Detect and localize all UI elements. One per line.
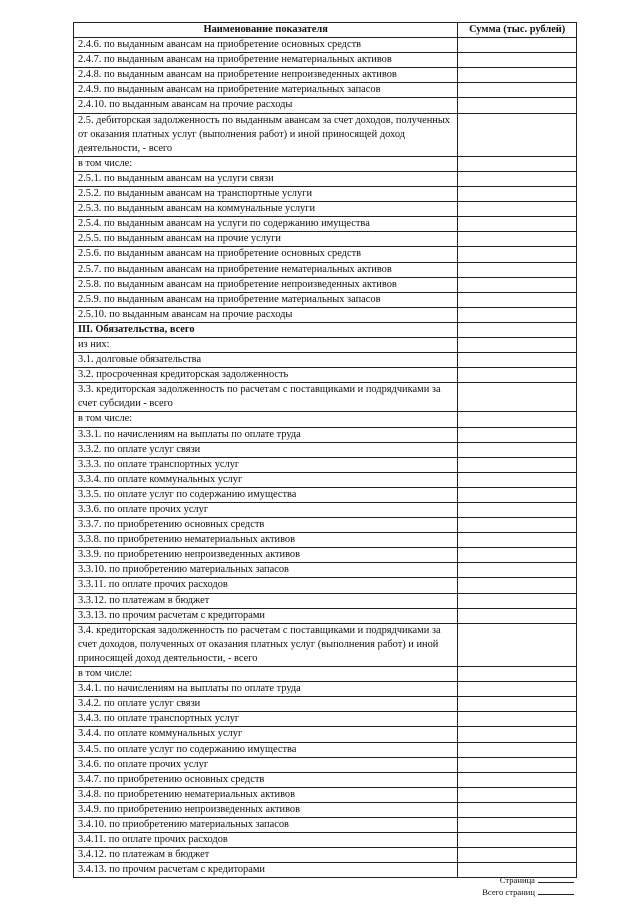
table-row (74, 608, 577, 623)
amount-cell[interactable] (458, 98, 577, 113)
table-row (74, 472, 577, 487)
indicator-name-cell: 3.3.4. по оплате коммунальных услуг (74, 472, 458, 487)
table-row (74, 171, 577, 186)
amount-cell[interactable] (458, 533, 577, 548)
amount-cell[interactable] (458, 848, 577, 863)
indicator-name-cell: 3.4.13. по прочим расчетам с кредиторами (74, 863, 458, 878)
table-row (74, 593, 577, 608)
indicator-name-cell: 3.3.1. по начислениям на выплаты по оплате труда (74, 427, 458, 442)
table-row (74, 113, 577, 156)
amount-cell[interactable] (458, 487, 577, 502)
table-row (74, 563, 577, 578)
table-row (74, 742, 577, 757)
amount-cell[interactable] (458, 113, 577, 156)
indicator-name-cell: 3.2. просроченная кредиторская задолженность (74, 368, 458, 383)
indicator-name-cell: 2.4.6. по выданным авансам на приобретение основных средств (74, 38, 458, 53)
table-row (74, 772, 577, 787)
amount-cell[interactable] (458, 593, 577, 608)
indicator-name-cell: в том числе: (74, 667, 458, 682)
table-row (74, 262, 577, 277)
amount-cell[interactable] (458, 682, 577, 697)
amount-cell[interactable] (458, 727, 577, 742)
amount-cell[interactable] (458, 712, 577, 727)
table-row (74, 187, 577, 202)
table-row (74, 53, 577, 68)
indicator-name-cell: 3.4.9. по приобретению непроизведенных активов (74, 802, 458, 817)
indicator-name-cell: в том числе: (74, 156, 458, 171)
amount-cell[interactable] (458, 292, 577, 307)
indicator-name-cell: 3.3.12. по платежам в бюджет (74, 593, 458, 608)
table-row (74, 833, 577, 848)
amount-cell[interactable] (458, 217, 577, 232)
amount-cell[interactable] (458, 833, 577, 848)
table-row (74, 38, 577, 53)
indicator-name-cell: 2.5.9. по выданным авансам на приобретение материальных запасов (74, 292, 458, 307)
indicator-name-cell: III. Обязательства, всего (74, 322, 458, 337)
amount-cell[interactable] (458, 156, 577, 171)
indicator-name-cell: 3.4.11. по оплате прочих расходов (74, 833, 458, 848)
amount-cell[interactable] (458, 427, 577, 442)
column-header-name: Наименование показателя (74, 23, 458, 38)
table-row (74, 817, 577, 832)
table-row (74, 533, 577, 548)
amount-cell[interactable] (458, 442, 577, 457)
indicator-name-cell: 2.5.6. по выданным авансам на приобретение основных средств (74, 247, 458, 262)
amount-cell[interactable] (458, 802, 577, 817)
amount-cell[interactable] (458, 503, 577, 518)
table-row (74, 427, 577, 442)
amount-cell[interactable] (458, 548, 577, 563)
table-row (74, 487, 577, 502)
indicator-name-cell: 3.4.6. по оплате прочих услуг (74, 757, 458, 772)
amount-cell[interactable] (458, 171, 577, 186)
amount-cell[interactable] (458, 322, 577, 337)
table-row (74, 848, 577, 863)
indicator-name-cell: 2.5.10. по выданным авансам на прочие расходы (74, 307, 458, 322)
table-row (74, 623, 577, 666)
amount-cell[interactable] (458, 247, 577, 262)
indicator-name-cell: 3.4.1. по начислениям на выплаты по оплате труда (74, 682, 458, 697)
indicator-name-cell: 3.4.4. по оплате коммунальных услуг (74, 727, 458, 742)
amount-cell[interactable] (458, 383, 577, 412)
table-row (74, 412, 577, 427)
table-row (74, 368, 577, 383)
table-row (74, 98, 577, 113)
indicator-name-cell: 2.5.2. по выданным авансам на транспортные услуги (74, 187, 458, 202)
amount-cell[interactable] (458, 353, 577, 368)
indicator-name-cell: 3.3.7. по приобретению основных средств (74, 518, 458, 533)
indicator-name-cell: 3.4.5. по оплате услуг по содержанию имущества (74, 742, 458, 757)
indicator-name-cell: 2.5.3. по выданным авансам на коммунальные услуги (74, 202, 458, 217)
amount-cell[interactable] (458, 337, 577, 352)
indicator-name-cell: 3.3.3. по оплате транспортных услуг (74, 457, 458, 472)
amount-cell[interactable] (458, 202, 577, 217)
table-row (74, 383, 577, 412)
indicator-name-cell: 3.3.11. по оплате прочих расходов (74, 578, 458, 593)
indicator-name-cell: 2.5.7. по выданным авансам на приобретение нематериальных активов (74, 262, 458, 277)
indicator-name-cell: 2.5.5. по выданным авансам на прочие услуги (74, 232, 458, 247)
amount-cell[interactable] (458, 187, 577, 202)
amount-cell[interactable] (458, 742, 577, 757)
table-row (74, 712, 577, 727)
amount-cell[interactable] (458, 697, 577, 712)
total-pages-line (482, 886, 574, 898)
table-row (74, 307, 577, 322)
table-row (74, 518, 577, 533)
amount-cell[interactable] (458, 817, 577, 832)
indicator-name-cell: 3.4. кредиторская задолженность по расчетам с поставщиками и подрядчиками за счет доходов, полученных от оказания платных услуг (выполнения работ) и иной приносящей доход деятельности, - всего (74, 623, 458, 666)
indicator-name-cell: 3.4.10. по приобретению материальных запасов (74, 817, 458, 832)
amount-cell[interactable] (458, 368, 577, 383)
amount-cell[interactable] (458, 277, 577, 292)
table-header-row (74, 23, 577, 38)
page-number-blank[interactable] (538, 874, 574, 883)
indicator-name-cell: 2.5. дебиторская задолженность по выданным авансам за счет доходов, полученных от оказания платных услуг (выполнения работ) и иной приносящей доход деятельности, - всего (74, 113, 458, 156)
amount-cell[interactable] (458, 472, 577, 487)
column-header-sum: Сумма (тыс. рублей) (458, 23, 577, 38)
indicator-name-cell: 3.3.10. по приобретению материальных запасов (74, 563, 458, 578)
table-row (74, 682, 577, 697)
table-row (74, 757, 577, 772)
indicator-name-cell: 3.4.2. по оплате услуг связи (74, 697, 458, 712)
indicator-table (73, 22, 577, 878)
amount-cell[interactable] (458, 457, 577, 472)
table-row (74, 247, 577, 262)
amount-cell[interactable] (458, 68, 577, 83)
table-row (74, 202, 577, 217)
table-row (74, 697, 577, 712)
page-label: Страница (499, 875, 535, 885)
indicator-name-cell: 3.4.3. по оплате транспортных услуг (74, 712, 458, 727)
amount-cell[interactable] (458, 262, 577, 277)
amount-cell[interactable] (458, 563, 577, 578)
table-row (74, 292, 577, 307)
amount-cell[interactable] (458, 53, 577, 68)
page-footer (482, 874, 574, 898)
indicator-name-cell: 2.4.7. по выданным авансам на приобретение нематериальных активов (74, 53, 458, 68)
table-row (74, 503, 577, 518)
indicator-name-cell: 3.3.5. по оплате услуг по содержанию имущества (74, 487, 458, 502)
table-row (74, 353, 577, 368)
amount-cell[interactable] (458, 667, 577, 682)
indicator-name-cell: в том числе: (74, 412, 458, 427)
table-row (74, 727, 577, 742)
amount-cell[interactable] (458, 757, 577, 772)
indicator-name-cell: 3.4.7. по приобретению основных средств (74, 772, 458, 787)
amount-cell[interactable] (458, 412, 577, 427)
table-row (74, 442, 577, 457)
indicator-name-cell: 3.3.8. по приобретению нематериальных активов (74, 533, 458, 548)
indicator-name-cell: 3.3. кредиторская задолженность по расчетам с поставщиками и подрядчиками за счет субсидии - всего (74, 383, 458, 412)
indicator-name-cell: 3.4.8. по приобретению нематериальных активов (74, 787, 458, 802)
amount-cell[interactable] (458, 518, 577, 533)
table-row (74, 277, 577, 292)
indicator-name-cell: 2.4.8. по выданным авансам на приобретение непроизведенных активов (74, 68, 458, 83)
amount-cell[interactable] (458, 787, 577, 802)
amount-cell[interactable] (458, 608, 577, 623)
indicator-name-cell: 3.1. долговые обязательства (74, 353, 458, 368)
indicator-name-cell: 3.3.2. по оплате услуг связи (74, 442, 458, 457)
indicator-name-cell: 2.5.1. по выданным авансам на услуги связи (74, 171, 458, 186)
table-row (74, 337, 577, 352)
amount-cell[interactable] (458, 623, 577, 666)
indicator-name-cell: 3.3.13. по прочим расчетам с кредиторами (74, 608, 458, 623)
indicator-name-cell: из них: (74, 337, 458, 352)
amount-cell[interactable] (458, 83, 577, 98)
table-row (74, 667, 577, 682)
amount-cell[interactable] (458, 772, 577, 787)
indicator-name-cell: 3.4.12. по платежам в бюджет (74, 848, 458, 863)
indicator-name-cell: 2.4.9. по выданным авансам на приобретение материальных запасов (74, 83, 458, 98)
page-number-line (482, 874, 574, 886)
indicator-name-cell: 3.3.9. по приобретению непроизведенных активов (74, 548, 458, 563)
table-body (74, 38, 577, 878)
amount-cell[interactable] (458, 307, 577, 322)
table-row (74, 548, 577, 563)
amount-cell[interactable] (458, 232, 577, 247)
indicator-name-cell: 2.5.4. по выданным авансам на услуги по содержанию имущества (74, 217, 458, 232)
table-row (74, 156, 577, 171)
total-pages-blank[interactable] (538, 886, 574, 895)
table-row (74, 232, 577, 247)
table-row (74, 322, 577, 337)
table-row (74, 802, 577, 817)
indicator-name-cell: 2.5.8. по выданным авансам на приобретение непроизведенных активов (74, 277, 458, 292)
table-row (74, 68, 577, 83)
total-pages-label: Всего страниц (482, 887, 535, 897)
indicator-name-cell: 3.3.6. по оплате прочих услуг (74, 503, 458, 518)
table-row (74, 217, 577, 232)
amount-cell[interactable] (458, 38, 577, 53)
indicator-name-cell: 2.4.10. по выданным авансам на прочие расходы (74, 98, 458, 113)
table-row (74, 457, 577, 472)
table-row (74, 83, 577, 98)
amount-cell[interactable] (458, 578, 577, 593)
table-row (74, 787, 577, 802)
table-row (74, 578, 577, 593)
